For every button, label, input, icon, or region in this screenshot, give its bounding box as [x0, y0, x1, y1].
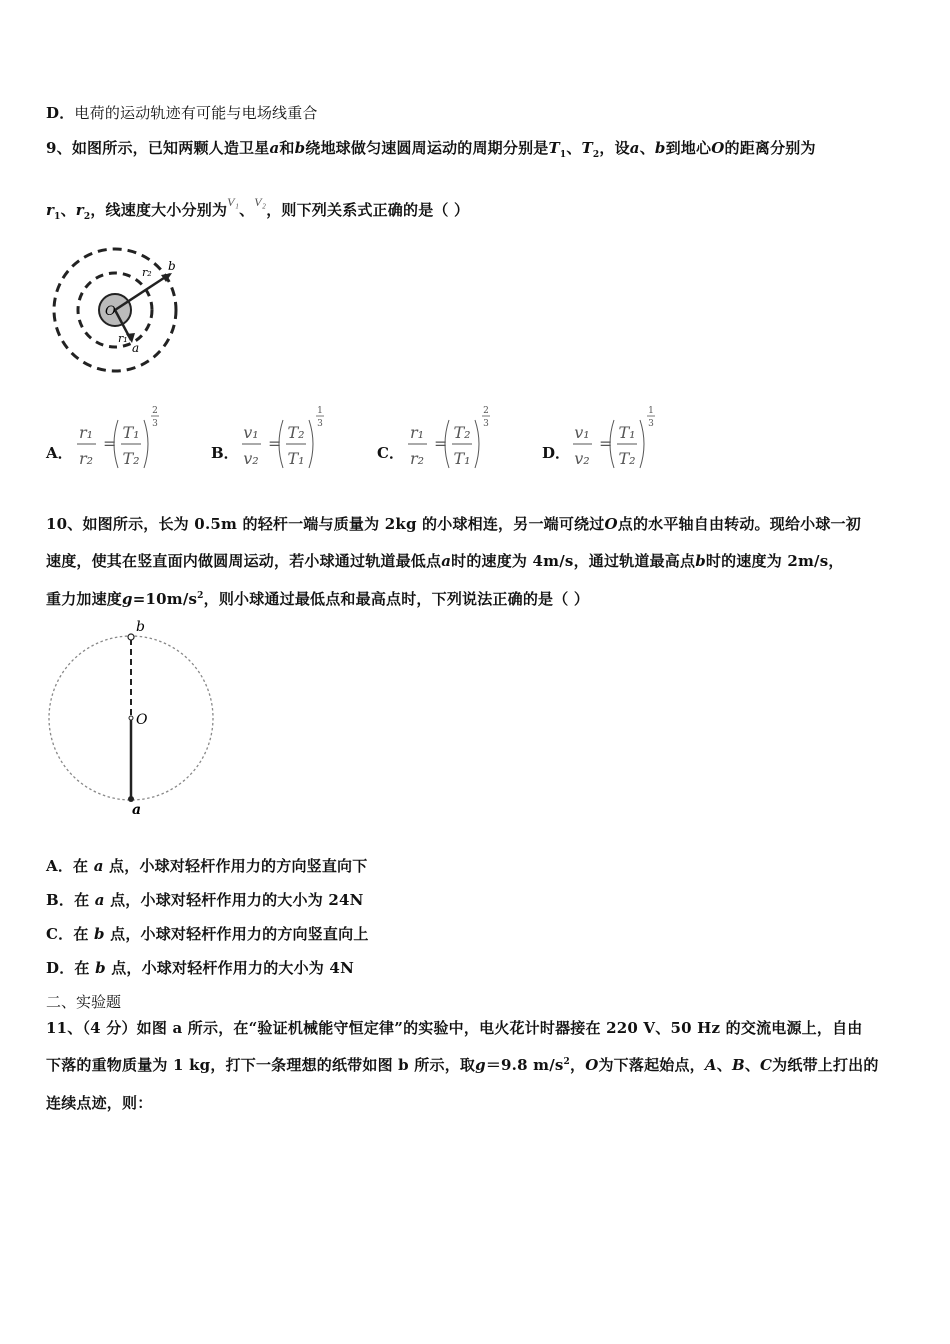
lhs-denominator: v₂: [574, 449, 590, 468]
q9-stem-line-1: [46, 137, 816, 160]
rhs-denominator: T₂: [618, 449, 636, 468]
v2-symbol: V₂: [254, 195, 267, 209]
equals-sign: =: [268, 434, 282, 453]
right-paren: [640, 420, 644, 468]
var-point: b: [93, 925, 105, 943]
q9-stem-line-2: [46, 195, 470, 222]
var-a: a: [629, 139, 640, 157]
label-b: b: [136, 619, 145, 635]
rhs-numerator: T₂: [453, 423, 471, 442]
q10-circle-figure: [44, 618, 224, 818]
separator: 、: [716, 1056, 732, 1074]
label-b: b: [168, 259, 176, 273]
q9-orbit-figure: [48, 242, 180, 374]
q9-option-c-letter: C．: [377, 444, 404, 462]
var-b: b: [695, 552, 706, 570]
equals-sign: =: [103, 434, 117, 453]
separator: 、: [239, 201, 255, 219]
subscript: 2: [592, 150, 600, 160]
subscript: 1: [559, 150, 567, 160]
stem-text: 速度，使其在竖直面内做圆周运动，若小球通过轨道最低点: [46, 552, 442, 570]
q10-option-b: [46, 889, 364, 910]
equals-sign: =: [434, 434, 448, 453]
exponent-numerator: 1: [648, 406, 654, 416]
subscript: 1: [54, 212, 61, 222]
option-text: 点，小球对轻杆作用力的方向竖直向下: [109, 857, 368, 875]
q11-stem-line-2: [46, 1054, 879, 1075]
var-r: r: [46, 201, 55, 219]
question-number: 10、: [46, 515, 83, 533]
label-O: O: [105, 304, 116, 319]
subscript: 2: [83, 212, 91, 222]
rhs-numerator: T₁: [122, 423, 140, 442]
rhs-numerator: T₁: [618, 423, 636, 442]
var-r: r: [75, 201, 84, 219]
stem-text: 点的水平轴自由转动。现给小球一初: [617, 515, 861, 533]
right-paren: [309, 420, 313, 468]
label-a: a: [132, 802, 142, 818]
q8-option-d: [46, 102, 318, 123]
q11-stem-line-3: [46, 1092, 152, 1113]
label-r1: r₁: [118, 332, 128, 345]
option-letter: D．: [46, 104, 75, 122]
q10-option-c: [46, 923, 369, 944]
lhs-denominator: r₂: [409, 449, 425, 468]
q9-option-b-letter: B．: [211, 444, 239, 462]
q9-option-a-formula: [74, 404, 174, 476]
var-point: b: [95, 959, 106, 977]
v1-symbol: V₁: [227, 195, 240, 209]
option-text: 点，小球对轻杆作用力的方向竖直向上: [110, 925, 369, 943]
stem-text: 重力加速度: [46, 590, 123, 608]
lhs-denominator: v₂: [243, 449, 259, 468]
question-number: 9、: [46, 139, 72, 157]
q10-option-a: [46, 855, 367, 876]
stem-text: ，设: [599, 139, 630, 157]
var-A: A: [704, 1056, 717, 1074]
rhs-denominator: T₂: [122, 449, 140, 468]
right-paren: [475, 420, 479, 468]
stem-text: 如图所示，已知两颗人造卫星: [71, 139, 270, 157]
q9-option-c-formula: [405, 404, 505, 476]
superscript: 2: [197, 591, 204, 601]
var-O: O: [604, 515, 618, 533]
separator: 、: [566, 139, 582, 157]
option-text: 在: [74, 959, 90, 977]
superscript: 2: [563, 1057, 570, 1067]
rhs-numerator: T₂: [287, 423, 305, 442]
var-B: B: [731, 1056, 745, 1074]
stem-text: ，则小球通过最低点和最高点时，下列说法正确的是（ ）: [203, 590, 590, 608]
stem-text: 为下落起始点，: [598, 1056, 705, 1074]
var-T: T: [548, 139, 560, 157]
q10-option-d: [46, 957, 354, 978]
q9-option-b-formula: [239, 404, 339, 476]
lhs-numerator: r₁: [78, 423, 94, 442]
stem-text: 时的速度为 4m/s，通过轨道最高点: [451, 552, 696, 570]
option-text: 在: [74, 891, 90, 909]
stem-text: 到地心: [665, 139, 712, 157]
stem-text: ，线速度大小分别为: [90, 201, 228, 219]
var-b: b: [294, 139, 306, 157]
q11-stem-line-1: [46, 1017, 862, 1038]
var-a: a: [269, 139, 280, 157]
q9-option-d-letter: D．: [542, 444, 571, 462]
exponent-numerator: 2: [152, 406, 158, 416]
stem-text: 的距离分别为: [724, 139, 816, 157]
label-O: O: [136, 712, 148, 728]
question-number: 11、: [46, 1019, 83, 1037]
label-a: a: [132, 341, 140, 355]
stem-text: （4 分）如图 a 所示，在“验证机械能守恒定律”的实验中，电火花计时器接在 220 V、50 Hz 的交流电源上，自由: [82, 1019, 863, 1037]
var-g: g: [475, 1056, 486, 1074]
option-letter: C．: [46, 925, 74, 943]
section-heading: 二、实验题: [46, 993, 122, 1011]
stem-text: =10m/s: [132, 590, 198, 608]
lhs-numerator: r₁: [409, 423, 425, 442]
right-paren: [144, 420, 148, 468]
separator: 、: [744, 1056, 761, 1074]
stem-text: 绕地球做匀速圆周运动的周期分别是: [305, 139, 549, 157]
option-text: 在: [73, 857, 89, 875]
exponent-numerator: 2: [483, 406, 489, 416]
var-point: a: [94, 891, 105, 909]
stem-text: 下落的重物质量为 1 kg，打下一条理想的纸带如图 b 所示，取: [46, 1056, 476, 1074]
q10-stem-line-2: [46, 550, 844, 571]
q9-option-a-letter: A．: [46, 444, 73, 462]
stem-text: ，: [570, 1056, 586, 1074]
var-b: b: [654, 139, 666, 157]
stem-text: 连续点迹，则：: [46, 1094, 153, 1112]
option-text: 点，小球对轻杆作用力的大小为 4N: [111, 959, 354, 977]
lhs-denominator: r₂: [78, 449, 94, 468]
exponent-numerator: 1: [317, 406, 323, 416]
option-text: 在: [73, 925, 89, 943]
point-b: [128, 634, 134, 640]
option-letter: A．: [46, 857, 74, 875]
r2-arrow: [115, 274, 170, 310]
stem-text: ＝9.8 m/s: [485, 1056, 564, 1074]
var-a: a: [441, 552, 452, 570]
separator: 、: [60, 201, 76, 219]
var-g: g: [122, 590, 133, 608]
option-letter: D．: [46, 959, 75, 977]
stem-text: 时的速度为 2m/s，: [705, 552, 844, 570]
label-r2: r₂: [142, 266, 152, 279]
q9-option-d-formula: [570, 404, 670, 476]
exponent-denominator: 3: [152, 419, 158, 429]
exponent-denominator: 3: [483, 419, 489, 429]
var-O: O: [585, 1056, 599, 1074]
var-point: a: [93, 857, 104, 875]
exponent-denominator: 3: [317, 419, 323, 429]
q10-stem-line-1: [46, 513, 861, 534]
stem-text: ，则下列关系式正确的是（ ）: [266, 201, 470, 219]
stem-text: 为纸带上打出的: [772, 1056, 879, 1074]
equals-sign: =: [599, 434, 613, 453]
pivot-O: [129, 716, 133, 720]
rhs-denominator: T₁: [453, 449, 471, 468]
var-T: T: [581, 139, 593, 157]
exponent-denominator: 3: [648, 419, 654, 429]
lhs-numerator: v₁: [243, 423, 259, 442]
q10-stem-line-3: [46, 588, 589, 609]
separator: 、: [639, 139, 655, 157]
option-letter: B．: [46, 891, 75, 909]
option-text: 点，小球对轻杆作用力的大小为 24N: [110, 891, 364, 909]
lhs-numerator: v₁: [574, 423, 590, 442]
stem-text: 和: [279, 139, 295, 157]
option-text: 电荷的运动轨迹有可能与电场线重合: [74, 104, 318, 122]
stem-text: 如图所示，长为 0.5m 的轻杆一端与质量为 2kg 的小球相连，另一端可绕过: [82, 515, 605, 533]
var-O: O: [711, 139, 725, 157]
var-C: C: [760, 1056, 773, 1074]
rhs-denominator: T₁: [287, 449, 305, 468]
